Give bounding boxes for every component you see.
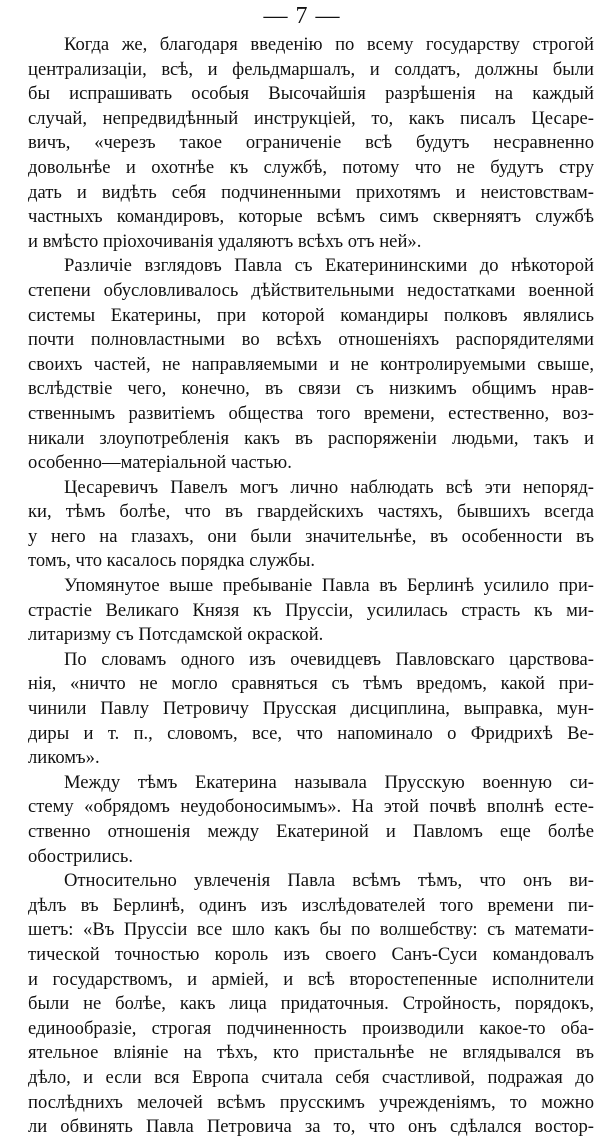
- text-line: дѣло, и если вся Европа считала себя счастливой, подражая до: [28, 1066, 594, 1088]
- text-line: никали злоупотребленія какъ въ распоряженіи людьми, такъ и: [28, 427, 594, 449]
- text-line: Относительно увлеченія Павла всѣмъ тѣмъ, что онъ ви-: [64, 870, 594, 892]
- text-line: частныхъ командировъ, которые всѣмъ симъ скверняятъ службѣ: [28, 206, 594, 228]
- text-line: чинили Павлу Петровичу Прусская дисциплина, выправка, мун-: [28, 698, 594, 720]
- text-line: ственно отношенія между Екатериной и Павломъ еще болѣе: [28, 821, 594, 842]
- paragraph: [28, 574, 594, 648]
- text-line: ятельное вліяніе на тѣхъ, кто пристальнѣе не вглядывался въ: [28, 1042, 594, 1064]
- text-line: вичъ, «черезъ такое ограниченіе всѣ будутъ несравненно: [28, 132, 594, 154]
- paragraph: [28, 476, 594, 574]
- text-line: диры и т. п., словомъ, все, что напоминало о Фридрихѣ Ве-: [28, 722, 594, 744]
- text-line: централизаціи, всѣ, и фельдмаршалъ, и солдатъ, должны были: [28, 58, 594, 80]
- text-line: ли обвинять Павла Петровича за то, что онъ сдѣлался востор-: [28, 1116, 594, 1138]
- text-line: случай, непредвидѣнный инструкціей, то, какъ писалъ Цесаре-: [28, 107, 594, 129]
- text-line: и вмѣсто пріохочиванія удаляютъ всѣхъ отъ ней».: [28, 230, 422, 252]
- paragraph: [28, 648, 594, 771]
- text-line: Когда же, благодаря введенію по всему государству строгой: [64, 34, 594, 55]
- text-line: Между тѣмъ Екатерина называла Прусскую военную си-: [64, 771, 594, 793]
- text-line: дать и видѣть себя подчиненными прихотямъ и неистовствам-: [28, 181, 594, 203]
- text-line: вслѣдствіе чего, конечно, въ связи съ низкимъ общимъ нрав-: [28, 378, 594, 400]
- text-line: степени обусловливалось дѣйствительными недостатками военной: [28, 279, 594, 301]
- paragraph: [28, 869, 594, 1140]
- text-line: обострились.: [28, 845, 133, 867]
- text-line: Цесаревичъ Павелъ могъ лично наблюдать всѣ эти непоряд-: [64, 476, 594, 498]
- text-line: дѣлъ въ Берлинѣ, одинъ изъ изслѣдователей того времени пи-: [28, 894, 594, 916]
- text-line: нія, «ничто не могло сравняться съ тѣмъ вредомъ, какой при-: [28, 673, 594, 695]
- text-line: страстіе Великаго Князя къ Пруссіи, усилилась страсть къ ми-: [28, 599, 594, 621]
- paragraph: [28, 33, 594, 254]
- text-line: шетъ: «Въ Пруссіи все шло какъ бы по волшебству: съ математи-: [28, 919, 594, 941]
- text-line: у него на глазахъ, они были значительнѣе, въ особенности въ: [28, 525, 594, 547]
- text-line: томъ, что касалось порядка службы.: [28, 550, 315, 572]
- text-line: ликомъ».: [28, 747, 100, 769]
- text-line: Упомянутое выше пребываніе Павла въ Берлинѣ усилило при-: [64, 575, 594, 597]
- text-line: системы Екатерины, при которой командиры полковъ являлись: [28, 304, 594, 326]
- text-line: единообразіе, строгая подчиненность производили какое-то оба-: [28, 1017, 594, 1039]
- text-line: особенно—матеріальной частью.: [28, 452, 292, 474]
- paragraph: [28, 254, 594, 475]
- text-line: тической точностью король изъ своего Санъ-Суси командовалъ: [28, 943, 594, 965]
- page-number: — 7 —: [263, 3, 341, 29]
- text-line: ственнымъ развитіемъ общества того времени, естественно, воз-: [28, 402, 594, 424]
- text-line: литаризму съ Потсдамской окраской.: [28, 624, 324, 646]
- text-line: почти полновластными во всѣхъ отношеніяхъ распорядителями: [28, 329, 594, 351]
- body-text: [28, 33, 594, 1140]
- text-line: были не болѣе, какъ лица придаточныя. Стройность, порядокъ,: [28, 993, 594, 1015]
- paragraph: [28, 771, 594, 869]
- text-line: и государствомъ, и арміей, и всѣ второстепенные исполнители: [28, 968, 594, 990]
- text-line: довольнѣе и охотнѣе къ службѣ, потому что не будутъ стру: [28, 156, 594, 178]
- text-line: ки, тѣмъ болѣе, что въ гвардейскихъ частяхъ, бывшихъ всегда: [28, 501, 594, 523]
- text-line: своихъ частей, не направляемыми и не контролируемыми свыше,: [28, 353, 594, 375]
- text-line: бы испрашивать особыя Высочайшія разрѣшенія на каждый: [28, 83, 594, 105]
- text-line: стему «обрядомъ неудобоносимымъ». На этой почвѣ вполнѣ есте-: [28, 796, 594, 818]
- text-line: послѣднихъ мелочей всѣмъ прусскимъ учрежденіямъ, то можно: [28, 1091, 594, 1113]
- text-line: По словамъ одного изъ очевидцевъ Павловскаго царствова-: [64, 648, 594, 670]
- text-line: Различіе взглядовъ Павла съ Екатерининскими до нѣкоторой: [64, 255, 594, 277]
